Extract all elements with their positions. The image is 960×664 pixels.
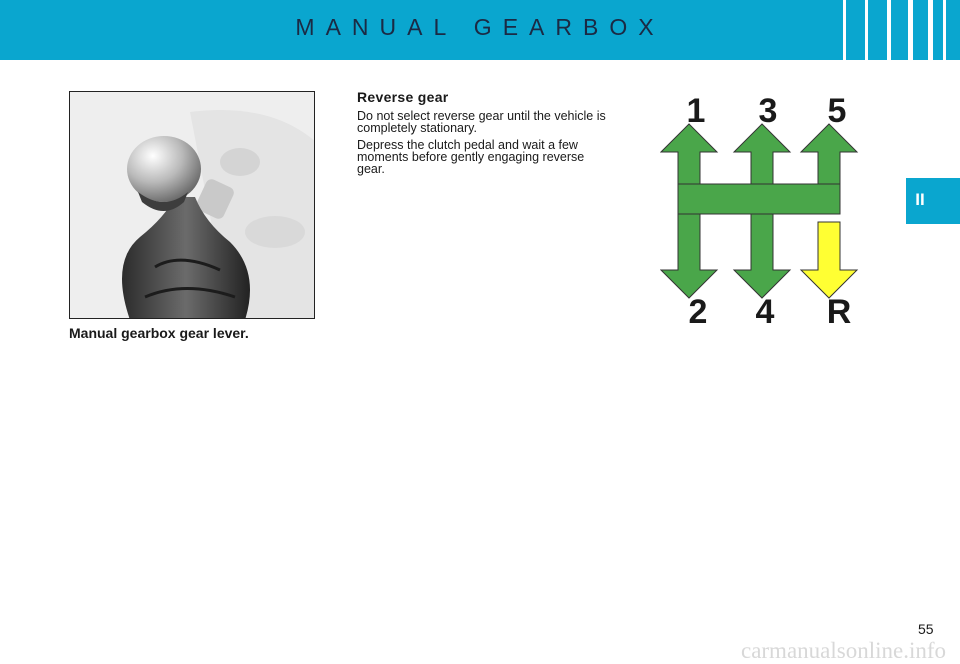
gear-path-1-2 [661, 124, 717, 184]
gear-label-r: R [826, 293, 852, 331]
reverse-gear-section [357, 89, 609, 180]
gear-path-3-4 [734, 124, 790, 184]
gear-shift-diagram [660, 88, 890, 343]
gear-path-3-4-lower [734, 214, 790, 298]
gear-label-2: 2 [688, 293, 708, 331]
page-number: 55 [918, 621, 934, 637]
paragraph: Depress the clutch pedal and wait a few moments before gently engaging reverse gear. [357, 138, 585, 176]
section-heading: Reverse gear [357, 89, 449, 105]
gear-label-5: 5 [827, 92, 847, 130]
figure-caption: Manual gearbox gear lever. [69, 325, 249, 341]
gear-lever-photo [69, 91, 315, 319]
gear-label-3: 3 [758, 92, 778, 130]
page-title: MANUAL GEARBOX [295, 14, 665, 40]
neutral-gate [678, 184, 840, 214]
reverse-arrow [801, 222, 857, 298]
paragraph: Do not select reverse gear until the vehicle is completely stationary. [357, 109, 606, 135]
watermark[interactable]: carmanualsonline.info [740, 638, 946, 663]
chapter-tab-label: II [915, 190, 925, 209]
chapter-tab[interactable] [906, 178, 960, 224]
gear-path-1-2-lower [661, 214, 717, 298]
gear-label-1: 1 [686, 92, 706, 130]
gear-label-4: 4 [755, 293, 775, 331]
header-bar [0, 0, 960, 60]
